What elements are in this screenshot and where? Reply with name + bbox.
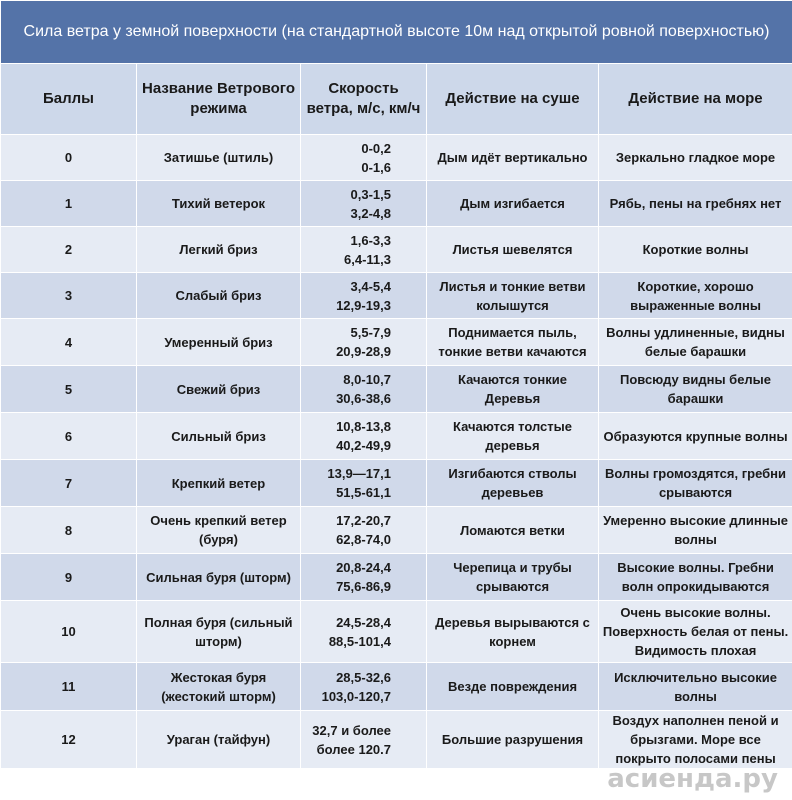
cell-sea: Образуются крупные волны xyxy=(599,413,792,460)
cell-score: 12 xyxy=(1,711,137,769)
cell-name: Жестокая буря (жестокий шторм) xyxy=(137,663,301,711)
cell-score: 9 xyxy=(1,554,137,601)
header-sea: Действие на море xyxy=(599,64,792,135)
cell-land: Изгибаются стволы деревьев xyxy=(427,460,599,507)
cell-land: Везде повреждения xyxy=(427,663,599,711)
speed-kmh: 88,5-101,4 xyxy=(328,633,391,649)
speed-ms: 0,3-1,5 xyxy=(350,186,391,202)
cell-name: Свежий бриз xyxy=(137,366,301,413)
cell-name: Крепкий ветер xyxy=(137,460,301,507)
cell-name: Умеренный бриз xyxy=(137,319,301,366)
cell-name: Тихий ветерок xyxy=(137,181,301,227)
speed-kmh: 0-1,6 xyxy=(361,159,391,175)
speed-ms: 5,5-7,9 xyxy=(350,325,391,340)
table-row xyxy=(1,319,792,366)
table-row xyxy=(1,601,792,663)
table-title: Сила ветра у земной поверхности (на стандартной высоте 10м над открытой ровной поверхностью) xyxy=(1,1,792,64)
speed-ms: 20,8-24,4 xyxy=(336,560,391,575)
cell-score: 11 xyxy=(1,663,137,711)
cell-sea: Исключительно высокие волны xyxy=(599,663,792,711)
speed-kmh: 20,9-28,9 xyxy=(336,344,391,359)
speed-kmh: 51,5-61,1 xyxy=(336,485,391,500)
cell-land: Листья шевелятся xyxy=(427,227,599,273)
cell-speed xyxy=(301,273,427,319)
table-row xyxy=(1,181,792,227)
header-score: Баллы xyxy=(1,64,137,135)
cell-score: 1 xyxy=(1,181,137,227)
speed-kmh: 3,2-4,8 xyxy=(350,205,391,221)
speed-ms: 17,2-20,7 xyxy=(336,513,391,528)
cell-sea: Умеренно высокие длинные волны xyxy=(599,507,792,554)
table-row xyxy=(1,366,792,413)
speed-ms: 28,5-32,6 xyxy=(336,669,391,685)
table-row xyxy=(1,663,792,711)
table-row xyxy=(1,135,792,181)
cell-speed xyxy=(301,460,427,507)
cell-speed xyxy=(301,507,427,554)
cell-sea: Воздух наполнен пеной и брызгами. Море все покрыто полосами пены xyxy=(599,711,792,769)
cell-land: Качаются тонкие Деревья xyxy=(427,366,599,413)
cell-land: Поднимается пыль, тонкие ветви качаются xyxy=(427,319,599,366)
cell-name: Слабый бриз xyxy=(137,273,301,319)
speed-kmh: 6,4-11,3 xyxy=(344,251,391,267)
table-row xyxy=(1,413,792,460)
speed-ms: 1,6-3,3 xyxy=(350,232,391,248)
cell-land: Дым идёт вертикально xyxy=(427,135,599,181)
cell-score: 0 xyxy=(1,135,137,181)
cell-speed xyxy=(301,181,427,227)
table-row xyxy=(1,273,792,319)
cell-name: Легкий бриз xyxy=(137,227,301,273)
speed-kmh: 75,6-86,9 xyxy=(336,579,391,594)
cell-sea: Короткие волны xyxy=(599,227,792,273)
speed-kmh: 30,6-38,6 xyxy=(336,391,391,406)
cell-sea: Волны громоздятся, гребни срываются xyxy=(599,460,792,507)
speed-kmh: 103,0-120,7 xyxy=(321,688,391,704)
cell-score: 7 xyxy=(1,460,137,507)
speed-ms: 24,5-28,4 xyxy=(336,614,391,630)
cell-land: Дым изгибается xyxy=(427,181,599,227)
cell-sea: Волны удлиненные, видны белые барашки xyxy=(599,319,792,366)
table-body xyxy=(1,135,792,769)
table-row xyxy=(1,554,792,601)
cell-speed xyxy=(301,554,427,601)
speed-kmh: 62,8-74,0 xyxy=(336,532,391,547)
cell-land: Большие разрушения xyxy=(427,711,599,769)
cell-land: Черепица и трубы срываются xyxy=(427,554,599,601)
cell-speed xyxy=(301,366,427,413)
cell-score: 5 xyxy=(1,366,137,413)
speed-kmh: более 120.7 xyxy=(316,741,391,757)
cell-score: 4 xyxy=(1,319,137,366)
cell-score: 10 xyxy=(1,601,137,663)
cell-speed xyxy=(301,227,427,273)
header-name: Название Ветрового режима xyxy=(137,64,301,135)
speed-ms: 0-0,2 xyxy=(361,140,391,156)
cell-speed xyxy=(301,319,427,366)
cell-sea: Зеркально гладкое море xyxy=(599,135,792,181)
cell-score: 8 xyxy=(1,507,137,554)
cell-name: Полная буря (сильный шторм) xyxy=(137,601,301,663)
cell-land: Качаются толстые деревья xyxy=(427,413,599,460)
cell-sea: Рябь, пены на гребнях нет xyxy=(599,181,792,227)
cell-name: Очень крепкий ветер (буря) xyxy=(137,507,301,554)
cell-land: Листья и тонкие ветви колышутся xyxy=(427,273,599,319)
cell-score: 3 xyxy=(1,273,137,319)
cell-sea: Очень высокие волны. Поверхность белая от пены. Видимость плохая xyxy=(599,601,792,663)
watermark: асиенда.ру xyxy=(607,764,778,794)
cell-name: Сильная буря (шторм) xyxy=(137,554,301,601)
speed-kmh: 12,9-19,3 xyxy=(336,297,391,313)
cell-speed xyxy=(301,711,427,769)
speed-ms: 8,0-10,7 xyxy=(343,372,391,387)
table-row xyxy=(1,227,792,273)
cell-speed xyxy=(301,663,427,711)
cell-speed xyxy=(301,135,427,181)
cell-sea: Короткие, хорошо выраженные волны xyxy=(599,273,792,319)
cell-score: 2 xyxy=(1,227,137,273)
cell-score: 6 xyxy=(1,413,137,460)
cell-sea: Высокие волны. Гребни волн опрокидываются xyxy=(599,554,792,601)
cell-speed xyxy=(301,413,427,460)
table-row xyxy=(1,507,792,554)
cell-land: Деревья вырываются с корнем xyxy=(427,601,599,663)
speed-ms: 32,7 и более xyxy=(312,722,391,738)
speed-ms: 3,4-5,4 xyxy=(350,278,391,294)
cell-name: Ураган (тайфун) xyxy=(137,711,301,769)
cell-name: Затишье (штиль) xyxy=(137,135,301,181)
header-land: Действие на суше xyxy=(427,64,599,135)
table-row xyxy=(1,711,792,769)
cell-speed xyxy=(301,601,427,663)
cell-sea: Повсюду видны белые барашки xyxy=(599,366,792,413)
table-row xyxy=(1,460,792,507)
speed-ms: 13,9—17,1 xyxy=(327,466,391,481)
cell-land: Ломаются ветки xyxy=(427,507,599,554)
header-speed: Скорость ветра, м/с, км/ч xyxy=(301,64,427,135)
cell-name: Сильный бриз xyxy=(137,413,301,460)
speed-kmh: 40,2-49,9 xyxy=(336,438,391,453)
speed-ms: 10,8-13,8 xyxy=(336,419,391,434)
